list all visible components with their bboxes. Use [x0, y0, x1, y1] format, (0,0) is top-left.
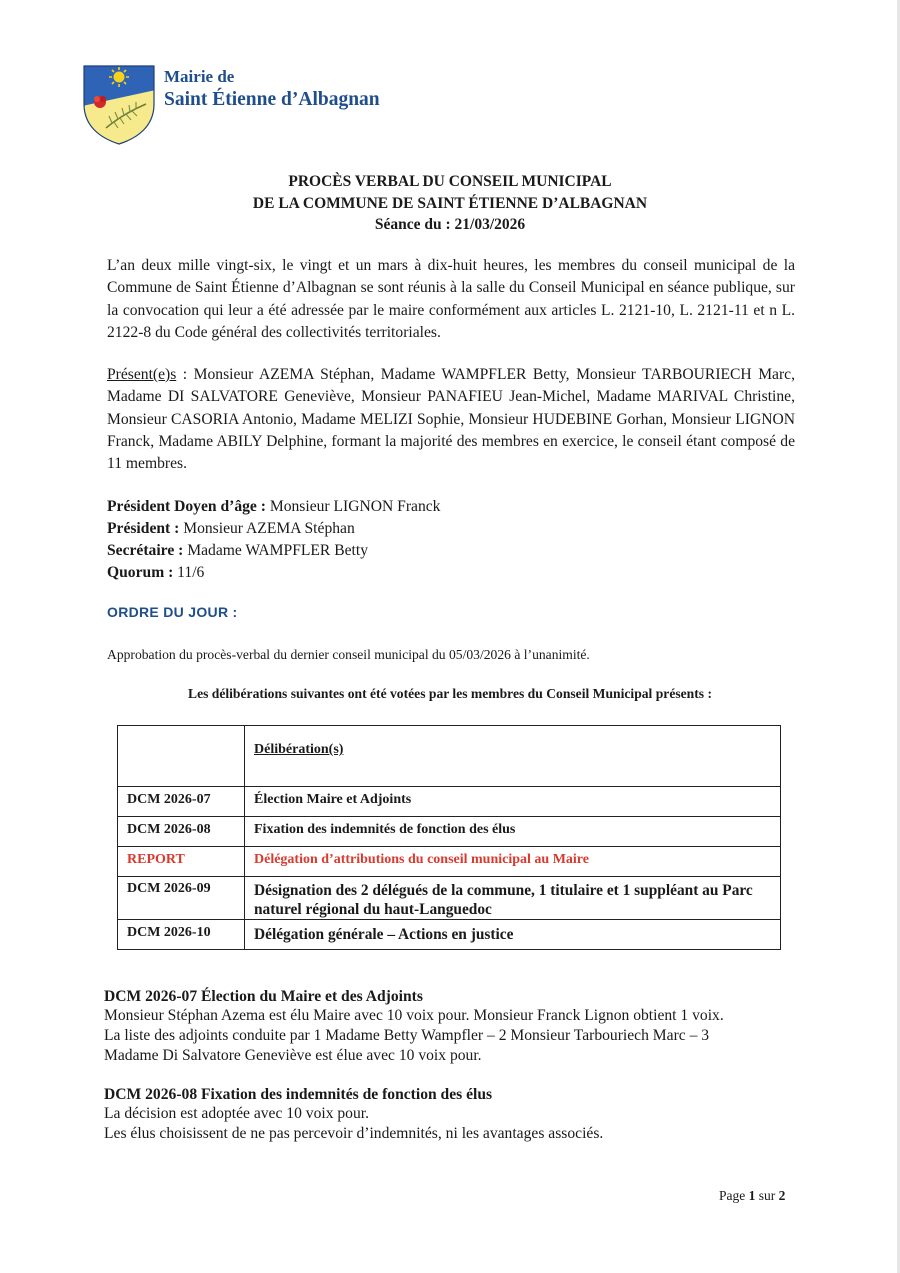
mairie-name: Saint Étienne d’Albagnan: [164, 89, 380, 110]
section1-line3: Madame Di Salvatore Geneviève est élue avec 10 voix pour.: [104, 1047, 482, 1064]
deliberation-label: Élection Maire et Adjoints: [245, 787, 781, 817]
doc-title-line2: DE LA COMMUNE DE SAINT ÉTIENNE D’ALBAGNAN: [252, 195, 648, 212]
mairie-title: Mairie de: [164, 67, 235, 86]
table-header-row: [118, 726, 781, 787]
presents-label: Présent(e)s: [107, 366, 177, 383]
page-current: 1: [748, 1188, 756, 1203]
table-header-empty: [118, 726, 245, 787]
doyen-label: Président Doyen d’âge :: [107, 498, 266, 515]
doyen-value: Monsieur LIGNON Franck: [265, 498, 441, 515]
deliberation-label: Fixation des indemnités de fonction des élus: [245, 817, 781, 847]
table-row: [118, 847, 781, 877]
secretaire-value: Madame WAMPFLER Betty: [183, 542, 369, 559]
page-number: [719, 1188, 785, 1204]
section1-line2: La liste des adjoints conduite par 1 Madame Betty Wampfler – 2 Monsieur Tarbouriech Marc – 3: [104, 1027, 710, 1044]
deliberation-label: Délégation générale – Actions en justice: [245, 920, 781, 950]
page-total: 2: [778, 1188, 786, 1203]
page-word: Page: [719, 1188, 746, 1203]
crest-icon: [82, 64, 156, 146]
secretaire-line: [107, 540, 368, 562]
deliberation-code: DCM 2026-07: [118, 787, 245, 817]
mairie-header: [82, 64, 402, 148]
president-label: Président :: [107, 520, 180, 537]
table-header-cell: Délibération(s): [245, 726, 781, 787]
table-row: [118, 877, 781, 920]
intro-paragraph: L’an deux mille vingt-six, le vingt et un mars à dix-huit heures, les membres du conseil municipal de la Commune de Saint Étienne d’Albagnan se sont réunis à la salle du Conseil Municipal en séance publique, sur la convocation qui leur a été adressée par le maire conformément aux articles L. 2121-10, L. 2121-11 et n L. 2122-8 du Code général des collectivités territoriales.: [107, 257, 795, 341]
ordre-du-jour-heading: ORDRE DU JOUR :: [107, 604, 238, 620]
table-row: [118, 920, 781, 950]
quorum-label: Quorum :: [107, 564, 174, 581]
section1-line1: Monsieur Stéphan Azema est élu Maire avec 10 voix pour. Monsieur Franck Lignon obtient 1 voix.: [104, 1007, 724, 1024]
session-date: Séance du : 21/03/2026: [374, 216, 526, 233]
deliberation-code: DCM 2026-10: [118, 920, 245, 950]
presents-paragraph: [107, 364, 795, 475]
page-sur: sur: [758, 1188, 776, 1203]
doc-title-line1: PROCÈS VERBAL DU CONSEIL MUNICIPAL: [288, 173, 612, 190]
quorum-value: 11/6: [173, 564, 205, 581]
deliberation-code-report: REPORT: [118, 847, 245, 877]
table-row: [118, 817, 781, 847]
deliberation-code: DCM 2026-09: [118, 877, 245, 920]
doyen-line: [107, 496, 440, 518]
section1-title: DCM 2026-07 Élection du Maire et des Adjoints: [104, 988, 423, 1005]
deliberation-label: Désignation des 2 délégués de la commune, 1 titulaire et 1 suppléant au Parc naturel régional du haut-Languedoc: [245, 877, 781, 920]
presents-list: : Monsieur AZEMA Stéphan, Madame WAMPFLER Betty, Monsieur TARBOURIECH Marc, Madame DI SALVATORE Geneviève, Monsieur PANAFIEU Jean-Michel, Madame MARIVAL Christine, Monsieur CASORIA Antonio, Madame MELIZI Sophie, Monsieur HUDEBINE Gorhan, Monsieur LIGNON Franck, Madame ABILY Delphine, formant la majorité des membres en exercice, le conseil étant composé de 11 membres.: [107, 366, 795, 473]
voted-heading: Les délibérations suivantes ont été votées par les membres du Conseil Municipal présents :: [188, 686, 712, 701]
president-value: Monsieur AZEMA Stéphan: [179, 520, 355, 537]
deliberation-label-report: Délégation d’attributions du conseil municipal au Maire: [245, 847, 781, 877]
section2-line1: La décision est adoptée avec 10 voix pour.: [104, 1105, 370, 1122]
deliberations-table: [117, 725, 781, 950]
secretaire-label: Secrétaire :: [107, 542, 184, 559]
approval-text: Approbation du procès-verbal du dernier conseil municipal du 05/03/2026 à l’unanimité.: [107, 647, 590, 662]
quorum-line: [107, 562, 204, 584]
section2-title: DCM 2026-08 Fixation des indemnités de fonction des élus: [104, 1086, 493, 1103]
table-row: [118, 787, 781, 817]
section2-line2: Les élus choisissent de ne pas percevoir d’indemnités, ni les avantages associés.: [104, 1125, 604, 1142]
deliberation-code: DCM 2026-08: [118, 817, 245, 847]
president-line: [107, 518, 355, 540]
